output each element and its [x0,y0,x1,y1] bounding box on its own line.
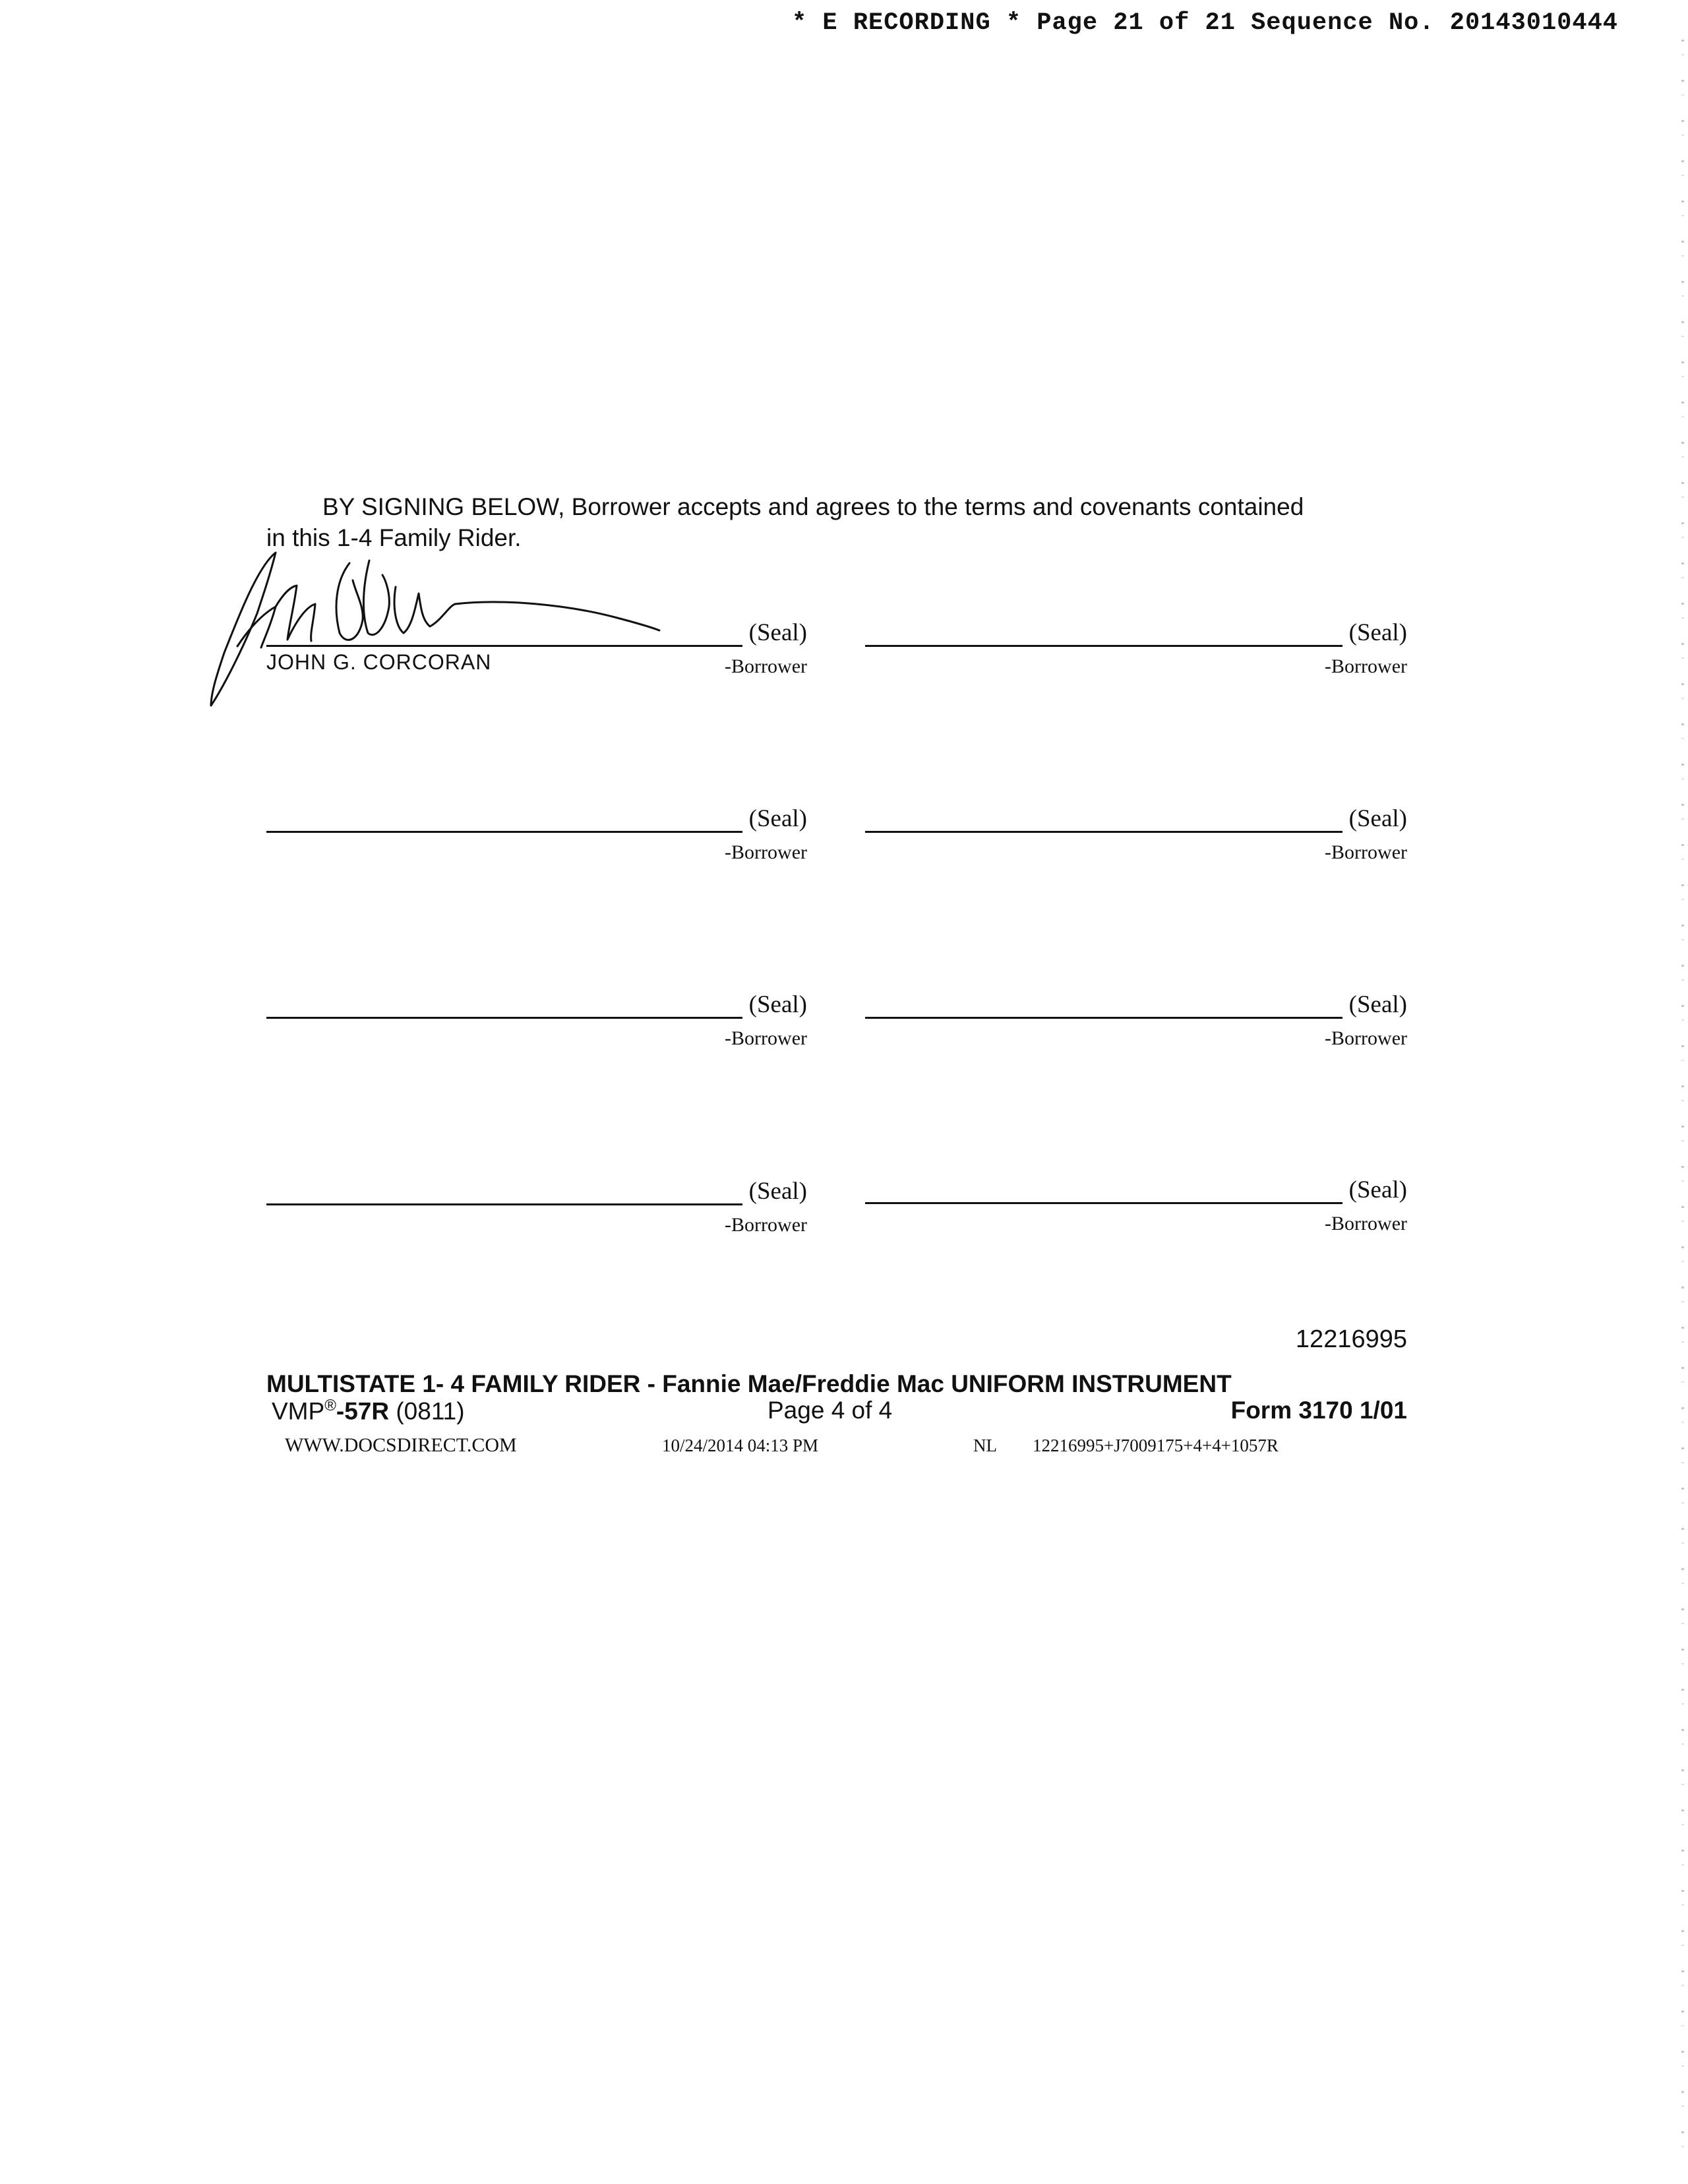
seal-label: (Seal) [748,1178,807,1205]
scan-edge-artifact [1681,40,1684,2163]
signing-statement-line-1: BY SIGNING BELOW, Borrower accepts and agrees to the terms and covenants contained [322,493,1304,520]
website: WWW.DOCSDIRECT.COM [285,1434,517,1456]
borrower-name: JOHN G. CORCORAN [266,650,492,674]
page-number: Page 4 of 4 [768,1397,893,1424]
handwritten-signature [198,541,673,712]
signature-line [266,831,742,833]
signature-block-7 [266,1177,807,1236]
signature-block-2 [865,619,1407,677]
signature-line [865,831,1342,833]
print-datetime: 10/24/2014 04:13 PM [662,1436,819,1455]
borrower-label: -Borrower [1325,655,1407,677]
seal-label: (Seal) [1348,991,1407,1018]
document-code: 12216995+J7009175+4+4+1057R [1033,1436,1279,1455]
nl-code: NL [973,1436,997,1455]
borrower-label: -Borrower [1325,1027,1407,1049]
signing-statement-line-2: in this 1-4 Family Rider. [266,524,522,551]
borrower-label: -Borrower [725,1027,807,1049]
borrower-label: -Borrower [725,1214,807,1236]
borrower-label: -Borrower [1325,841,1407,863]
signature-line [865,1017,1342,1019]
seal-label: (Seal) [1348,1176,1407,1203]
borrower-label: -Borrower [1325,1213,1407,1234]
form-title: MULTISTATE 1- 4 FAMILY RIDER - Fannie Mae/Freddie Mac UNIFORM INSTRUMENT [266,1370,1232,1397]
borrower-label: -Borrower [725,841,807,863]
signature-line [865,1202,1342,1204]
signature-line [266,1017,742,1019]
vmp-code: VMP®-57R (0811) [272,1397,465,1425]
signature-block-6 [865,990,1407,1049]
registered-mark: ® [324,1397,336,1414]
seal-label: (Seal) [1348,619,1407,646]
signature-block-4 [865,804,1407,863]
seal-label: (Seal) [1348,805,1407,832]
print-info-row [285,1434,1366,1461]
signature-line [865,645,1342,647]
recording-header: * E RECORDING * Page 21 of 21 Sequence No. 20143010444 [792,9,1618,37]
signature-block-3 [266,804,807,863]
signature-line [266,1203,742,1205]
form-identification-row [272,1397,1407,1428]
signature-block-5 [266,990,807,1049]
form-number: Form 3170 1/01 [1230,1397,1407,1424]
signature-block-8 [865,1176,1407,1234]
seal-label: (Seal) [748,805,807,832]
seal-label: (Seal) [748,991,807,1018]
borrower-label: -Borrower [725,655,807,677]
loan-number: 12216995 [1295,1325,1407,1353]
seal-label: (Seal) [748,619,807,646]
